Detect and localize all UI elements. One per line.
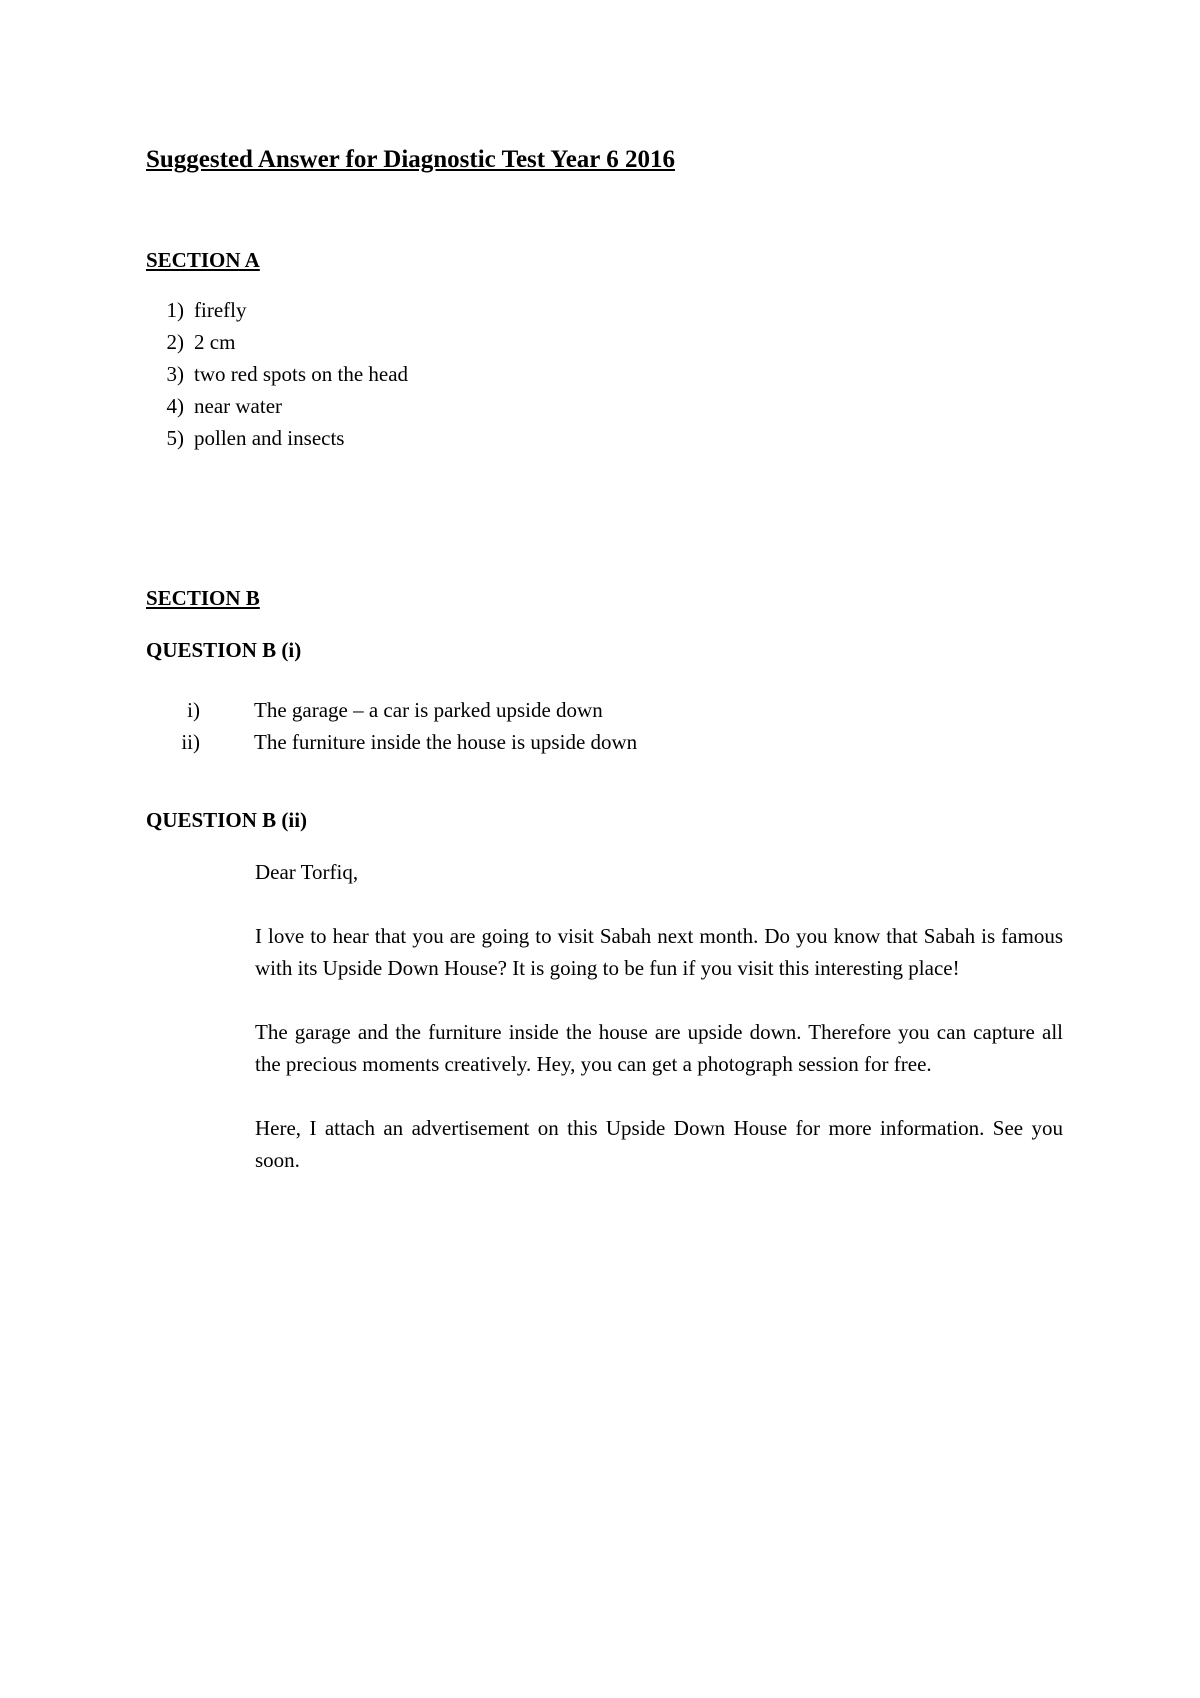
- letter-body: [255, 856, 1063, 1208]
- item-text: firefly: [194, 298, 247, 322]
- section-b-heading: SECTION B: [146, 586, 260, 610]
- list-item: [146, 326, 408, 358]
- item-text: two red spots on the head: [194, 362, 409, 386]
- letter-paragraph-2: The garage and the furniture inside the house are upside down. Therefore you can capture all the precious moments creatively. Hey, you can get a photograph session for free.: [255, 1020, 1063, 1076]
- item-text: The garage – a car is parked upside down: [254, 698, 603, 722]
- question-b-ii-heading: QUESTION B (ii): [146, 808, 308, 832]
- item-text: 2 cm: [194, 330, 236, 354]
- list-item: [146, 390, 408, 422]
- section-a-heading: SECTION A: [146, 248, 260, 272]
- item-text: The furniture inside the house is upside down: [254, 730, 638, 754]
- question-b-i-heading: QUESTION B (i): [146, 638, 302, 662]
- document-title: Suggested Answer for Diagnostic Test Year 6 2016: [146, 146, 675, 173]
- question-b-i-answer-list: [146, 694, 637, 758]
- item-number: ii): [181, 730, 200, 754]
- item-number: 1): [166, 298, 184, 322]
- item-number: 5): [166, 426, 184, 450]
- list-item: [146, 294, 408, 326]
- list-item: [146, 358, 408, 390]
- letter-greeting: Dear Torfiq,: [255, 860, 359, 884]
- item-text: near water: [194, 394, 283, 418]
- item-number: i): [187, 698, 200, 722]
- section-a-answer-list: [146, 294, 408, 454]
- item-number: 2): [166, 330, 184, 354]
- list-item: [146, 694, 637, 726]
- letter-paragraph-1: I love to hear that you are going to visit Sabah next month. Do you know that Sabah is famous with its Upside Down House? It is going to be fun if you visit this interesting place!: [255, 924, 1063, 980]
- list-item: [146, 726, 637, 758]
- item-text: pollen and insects: [194, 426, 345, 450]
- letter-paragraph-3: Here, I attach an advertisement on this Upside Down House for more information. See you soon.: [255, 1116, 1063, 1172]
- item-number: 4): [166, 394, 184, 418]
- list-item: [146, 422, 408, 454]
- item-number: 3): [166, 362, 184, 386]
